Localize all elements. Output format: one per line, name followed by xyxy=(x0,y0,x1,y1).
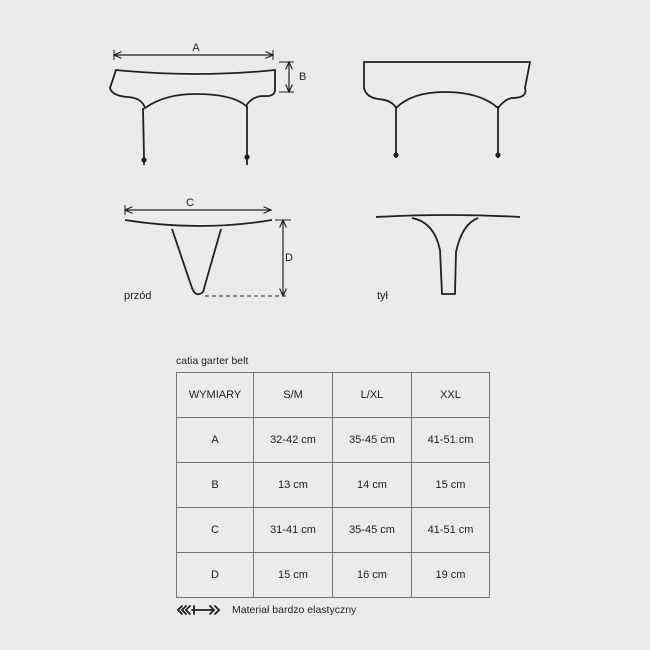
table-cell: 13 cm xyxy=(254,463,333,508)
front-caption: przód xyxy=(124,290,152,302)
table-cell: A xyxy=(177,418,254,463)
table-title: catia garter belt xyxy=(176,355,249,367)
table-cell: 35-45 cm xyxy=(333,508,412,553)
size-table xyxy=(176,372,490,598)
dimension-c-label: C xyxy=(186,197,194,209)
table-cell: 35-45 cm xyxy=(333,418,412,463)
table-cell: 41-51 cm xyxy=(412,508,490,553)
table-cell: 15 cm xyxy=(412,463,490,508)
header-cell: WYMIARY xyxy=(177,373,254,418)
dimension-a-label: A xyxy=(192,42,200,54)
header-cell: XXL xyxy=(412,373,490,418)
table-cell: 31-41 cm xyxy=(254,508,333,553)
elastic-note xyxy=(176,604,356,616)
thong-back-drawing xyxy=(376,215,520,294)
table-cell: D xyxy=(177,553,254,598)
dimension-b-label: B xyxy=(299,71,307,83)
elastic-note-text: Materiał bardzo elastyczny xyxy=(232,604,357,616)
table-header-row xyxy=(177,373,490,418)
table-row xyxy=(177,463,490,508)
table-cell: C xyxy=(177,508,254,553)
clip-dot xyxy=(244,154,249,159)
table-cell: B xyxy=(177,463,254,508)
back-caption: tył xyxy=(377,290,388,302)
thong-front-drawing xyxy=(125,220,272,294)
clip-dot xyxy=(393,152,398,157)
table-cell: 15 cm xyxy=(254,553,333,598)
table-row xyxy=(177,508,490,553)
stretch-arrows-icon xyxy=(176,604,222,616)
table-cell: 14 cm xyxy=(333,463,412,508)
header-cell: L/XL xyxy=(333,373,412,418)
table-cell: 41-51 cm xyxy=(412,418,490,463)
table-cell: 19 cm xyxy=(412,553,490,598)
clip-dot xyxy=(495,152,500,157)
table-row xyxy=(177,553,490,598)
header-cell: S/M xyxy=(254,373,333,418)
table-cell: 32-42 cm xyxy=(254,418,333,463)
table-cell: 16 cm xyxy=(333,553,412,598)
table-row xyxy=(177,418,490,463)
garter-belt-front-drawing xyxy=(110,70,275,165)
clip-dot xyxy=(141,157,146,162)
dimension-d-label: D xyxy=(285,252,293,264)
garter-belt-back-drawing xyxy=(364,62,530,158)
